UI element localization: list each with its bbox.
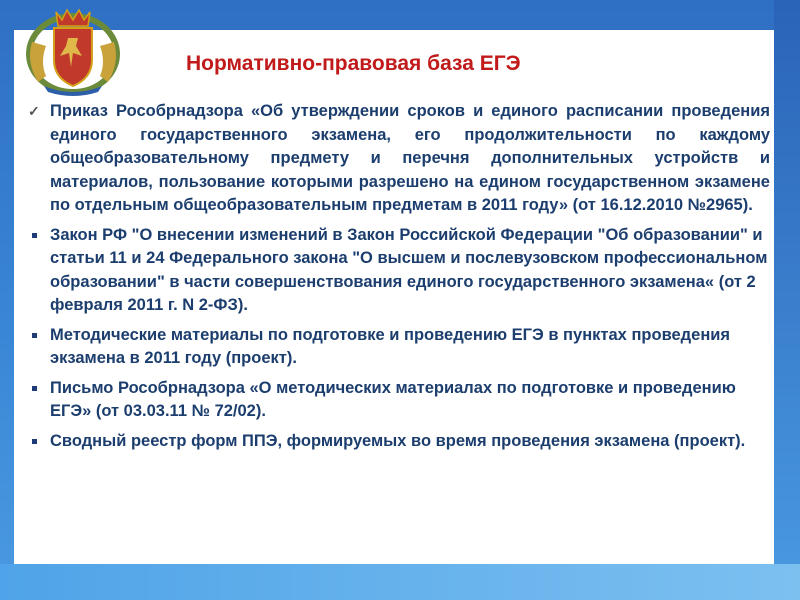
list-item	[26, 430, 770, 454]
list-item	[26, 377, 770, 424]
check-icon: ✓	[28, 103, 40, 119]
list-item-text: Методические материалы по подготовке и проведению ЕГЭ в пунктах проведения экзамена в 2011 году (проект).	[50, 325, 731, 367]
bullet-icon	[28, 324, 44, 346]
list-item	[26, 324, 770, 371]
document-list	[26, 100, 770, 459]
list-item-text: Письмо Рособрнадзора «О методических материалах по подготовке и проведению ЕГЭ» (от 03.03.11 № 72/02).	[50, 378, 736, 420]
page-title: Нормативно-правовая база ЕГЭ	[186, 52, 521, 75]
coat-of-arms-icon	[22, 2, 124, 98]
background-bottom-strip	[0, 564, 800, 600]
bullet-icon	[28, 430, 44, 452]
list-item-text: Сводный реестр форм ППЭ, формируемых во время проведения экзамена (проект).	[50, 431, 746, 450]
list-item	[26, 224, 770, 318]
bullet-icon	[28, 224, 44, 246]
list-item	[26, 100, 770, 218]
bullet-icon	[28, 377, 44, 399]
list-item-text: Приказ Рособрнадзора «Об утверждении сроков и единого расписании проведения единого государственного экзамена, его продолжительности по каждому общеобразовательному предмету и перечня дополнительных устройств и материалов, пользование которыми разрешено на едином государственном экзамене по отдельным общеобразовательным предметам в 2011 году» (от 16.12.2010 №2965).	[50, 102, 770, 214]
background-right-strip	[774, 0, 800, 600]
list-item-text: Закон РФ "О внесении изменений в Закон Российской Федерации "Об образовании" и статьи 11 и 24 Федерального закона "О высшем и послевузовском профессиональном образовании" в части совершенствования единого государственного экзамена« (от 2 февраля 2011 г. N 2-ФЗ).	[50, 225, 768, 314]
